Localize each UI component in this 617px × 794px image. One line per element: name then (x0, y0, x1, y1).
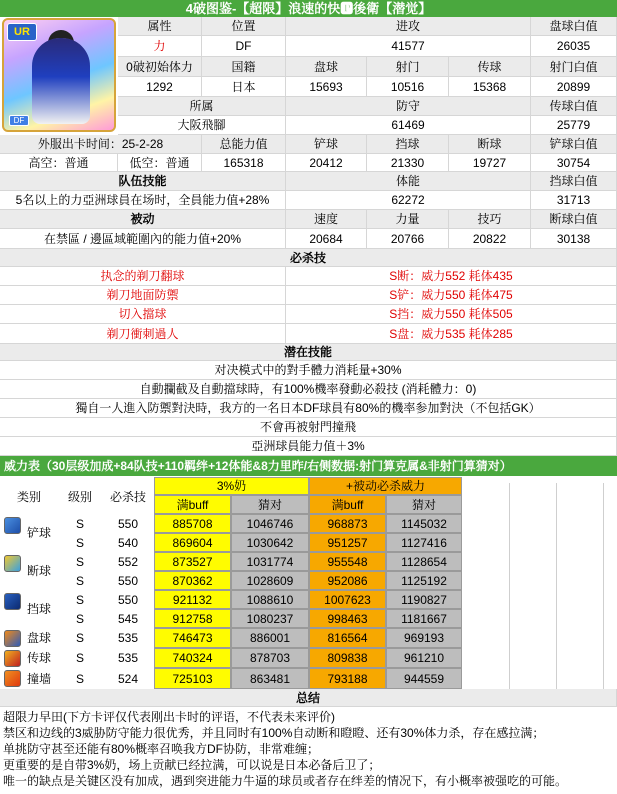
release-date: 外服出卡时间：25-2-28 (0, 135, 202, 154)
position-tag: DF (9, 115, 29, 126)
intercept-white-value: 30138 (531, 229, 617, 249)
full-buff-cell: 968873 (309, 514, 386, 533)
tackle-value: 20412 (286, 154, 367, 172)
skill-stat: S铲：威力550 耗体475 (286, 286, 617, 305)
skill-name: 执念的剃刀翻球 (0, 267, 286, 286)
guess-cell: 1125192 (386, 571, 462, 590)
skill-name: 剃刀地面防禦 (0, 286, 286, 305)
summary-header: 总结 (0, 689, 617, 707)
grid-line (556, 483, 557, 689)
latent-skill-line: 亞洲球員能力值＋3% (0, 437, 617, 456)
label-initial-stamina: 0破初始体力 (118, 57, 202, 77)
summary-line: 单挑防守甚至还能有80%概率召唤我方DF协防，非常难缠； (3, 742, 320, 756)
full-buff-cell: 869604 (154, 533, 231, 552)
skill-power-cell: 545 (117, 611, 139, 626)
label-technique: 技巧 (449, 210, 531, 229)
label-total: 总能力值 (202, 135, 286, 154)
speed-value: 20684 (286, 229, 367, 249)
skill-stat: S挡：威力550 耗体505 (286, 305, 617, 324)
summary-line: 更重要的是自带3%奶，场上贡献已经拉满，可以说是日本必备后卫了； (3, 758, 381, 772)
pass-icon (4, 650, 21, 667)
label-pass-white: 传球白值 (531, 97, 617, 116)
header-full-buff: 满buff (309, 495, 386, 514)
category-label: 铲球 (26, 526, 51, 540)
level-cell: S (75, 554, 84, 569)
full-buff-cell: 951257 (309, 533, 386, 552)
skill-power-cell: 552 (117, 554, 139, 569)
power-value: 20766 (367, 229, 449, 249)
label-position: 位置 (202, 17, 286, 36)
label-intercept: 断球 (449, 135, 531, 154)
full-buff-cell: 952086 (309, 571, 386, 590)
label-dribble-white: 盘球白值 (531, 17, 617, 36)
label-block: 挡球 (367, 135, 449, 154)
skill-power-cell: 535 (117, 631, 139, 645)
guess-cell: 886001 (231, 628, 309, 648)
header-guess-right: 猜对 (386, 495, 462, 514)
high-ball-value: 高空：普通 (0, 154, 118, 172)
skill-power-cell: 550 (117, 573, 139, 588)
dribble-white-value: 26035 (531, 36, 617, 57)
guess-cell: 1031774 (231, 552, 309, 571)
guess-cell: 878703 (231, 648, 309, 668)
full-buff-cell: 873527 (154, 552, 231, 571)
category-label: 传球 (26, 651, 51, 665)
dribble-value: 15693 (286, 77, 367, 97)
label-attribute: 属性 (118, 17, 202, 36)
tackle-white-value: 30754 (531, 154, 617, 172)
guess-cell: 1046746 (231, 514, 309, 533)
skill-stat: S盘：威力535 耗体285 (286, 324, 617, 344)
level-cell: S (75, 651, 84, 665)
block-icon (4, 593, 21, 610)
level-cell: S (75, 573, 84, 588)
skill-name: 切入擋球 (0, 305, 286, 324)
low-ball-value: 低空：普通 (118, 154, 202, 172)
label-shoot: 射门 (367, 57, 449, 77)
skill-power-cell: 550 (117, 592, 139, 607)
block-white-value: 31713 (531, 191, 617, 210)
guess-cell: 969193 (386, 628, 462, 648)
block-value: 21330 (367, 154, 449, 172)
label-shoot-white: 射门白值 (531, 57, 617, 77)
skill-stat: S断：威力552 耗体435 (286, 267, 617, 286)
level-cell: S (75, 671, 84, 686)
technique-value: 20822 (449, 229, 531, 249)
grid-line (509, 483, 510, 689)
summary-line: 超限力早田(下方卡评仅代表刚出卡时的评语，不代表未来评价) (3, 710, 335, 724)
header-passive-power: +被动必杀威力 (309, 477, 462, 495)
attack-value: 41577 (286, 36, 531, 57)
label-defense: 防守 (286, 97, 531, 116)
label-team-skill: 队伍技能 (0, 172, 286, 191)
power-table-title: 威力表（30层级加成+84队技+110羁绊+12体能&8力里昨/右侧数据:射门算克属&非射门算猜对） (0, 456, 617, 476)
summary-line: 唯一的缺点是关键区没有加成，遇到突进能力牛逼的球员或者存在绊差的情况下，有小概率被强吃的可能。 (3, 774, 568, 788)
summary-line: 禁区和边线的3威胁防守能力很优秀，并且同时有100%自动断和瞪瞪、还有30%体力杀，存在感拉满； (3, 726, 545, 740)
label-dribble: 盘球 (286, 57, 367, 77)
nationality-value: 日本 (202, 77, 286, 97)
label-attack: 进攻 (286, 17, 531, 36)
header-milk-3pct: 3%奶 (154, 477, 309, 495)
shoot-value: 10516 (367, 77, 449, 97)
guess-cell: 1028609 (231, 571, 309, 590)
full-buff-cell: 809838 (309, 648, 386, 668)
skill-power-cell: 540 (117, 535, 139, 550)
label-pass: 传球 (449, 57, 531, 77)
level-cell: S (75, 516, 84, 531)
full-buff-cell: 955548 (309, 552, 386, 571)
full-buff-cell: 998463 (309, 609, 386, 628)
category-label: 盘球 (26, 631, 51, 645)
full-buff-cell: 1007623 (309, 590, 386, 609)
category-label: 撞墙 (26, 671, 51, 686)
label-tackle: 铲球 (286, 135, 367, 154)
club-value: 大阪飛腳 (118, 116, 286, 135)
guess-cell: 961210 (386, 648, 462, 668)
category-label: 断球 (26, 564, 51, 578)
latent-skill-line: 獨自一人進入防禦對決時，我方的一名日本DF球員有80%的機率参加對決（不包括GK） (0, 399, 617, 418)
header-guess-right: 猜对 (231, 495, 309, 514)
category-label: 挡球 (26, 602, 51, 616)
level-cell: S (75, 592, 84, 607)
label-nationality: 国籍 (202, 57, 286, 77)
full-buff-cell: 793188 (309, 668, 386, 689)
latent-skills-header: 潜在技能 (0, 344, 617, 361)
label-speed: 速度 (286, 210, 367, 229)
header-skill: 必杀技 (109, 489, 146, 504)
pass-value: 15368 (449, 77, 531, 97)
full-buff-cell: 816564 (309, 628, 386, 648)
page-title: 4破图鉴-【超限】浪速的快🅿後衛【潜觉】 (0, 0, 617, 17)
level-cell: S (75, 535, 84, 550)
skill-power-cell: 535 (117, 651, 139, 665)
full-buff-cell: 870362 (154, 571, 231, 590)
special-skills-header: 必杀技 (0, 249, 617, 267)
label-tackle-white: 铲球白值 (531, 135, 617, 154)
guess-cell: 944559 (386, 668, 462, 689)
skill-power-cell: 550 (117, 516, 139, 531)
intercept-icon (4, 555, 21, 572)
full-buff-cell: 912758 (154, 609, 231, 628)
header-type: 类别 (16, 489, 41, 504)
guess-cell: 1145032 (386, 514, 462, 533)
onetwo-icon (4, 670, 21, 687)
intercept-value: 19727 (449, 154, 531, 172)
header-level: 级别 (67, 489, 92, 504)
label-passive: 被动 (0, 210, 286, 229)
latent-skill-line: 自動攔截及自動擋球時，有100%機率發動必殺技 (消耗體力：0) (0, 380, 617, 399)
full-buff-cell: 746473 (154, 628, 231, 648)
guess-cell: 863481 (231, 668, 309, 689)
portrait-figure (32, 38, 90, 124)
player-portrait (2, 18, 116, 132)
guess-cell: 1127416 (386, 533, 462, 552)
full-buff-cell: 921132 (154, 590, 231, 609)
guess-cell: 1128654 (386, 552, 462, 571)
pass-white-value: 25779 (531, 116, 617, 135)
header-full-buff: 满buff (154, 495, 231, 514)
passive-value: 在禁區 / 邊區域範圍內的能力值+20% (0, 229, 286, 249)
latent-skill-line: 不會再被射門撞飛 (0, 418, 617, 437)
full-buff-cell: 725103 (154, 668, 231, 689)
full-buff-cell: 885708 (154, 514, 231, 533)
guess-cell: 1080237 (231, 609, 309, 628)
label-power: 力量 (367, 210, 449, 229)
guess-cell: 1181667 (386, 609, 462, 628)
position-value: DF (202, 36, 286, 57)
initial-stamina-value: 1292 (118, 77, 202, 97)
attribute-value: 力 (118, 36, 202, 57)
team-skill-value: 5名以上的力亞洲球員在场时，全員能力值+28% (0, 191, 286, 210)
guess-cell: 1030642 (231, 533, 309, 552)
dribble-icon (4, 630, 21, 647)
defense-value: 61469 (286, 116, 531, 135)
skill-power-cell: 524 (117, 671, 139, 686)
latent-skill-line: 对决模式中的對手體力消耗量+30% (0, 361, 617, 380)
stamina-value: 62272 (286, 191, 531, 210)
rarity-badge: UR (7, 23, 37, 41)
label-stamina: 体能 (286, 172, 531, 191)
label-block-white: 挡球白值 (531, 172, 617, 191)
skill-name: 剃刀衝刺過人 (0, 324, 286, 344)
grid-line (603, 483, 604, 689)
label-intercept-white: 断球白值 (531, 210, 617, 229)
guess-cell: 1088610 (231, 590, 309, 609)
full-buff-cell: 740324 (154, 648, 231, 668)
shoot-white-value: 20899 (531, 77, 617, 97)
level-cell: S (75, 611, 84, 626)
label-club: 所属 (118, 97, 286, 116)
total-value: 165318 (202, 154, 286, 172)
level-cell: S (75, 631, 84, 645)
tackle-icon (4, 517, 21, 534)
guess-cell: 1190827 (386, 590, 462, 609)
